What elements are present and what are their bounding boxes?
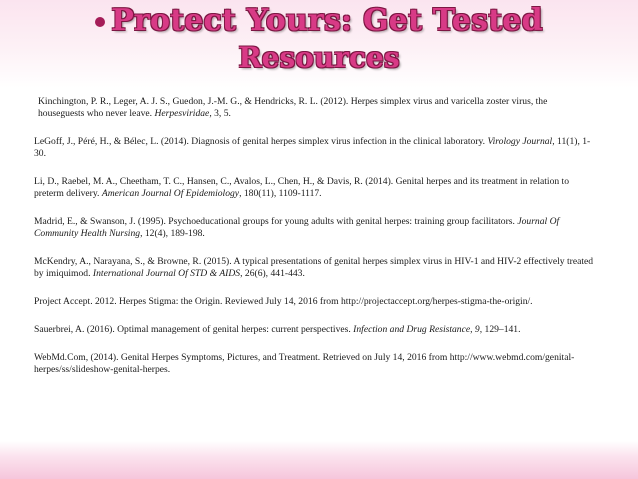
reference-list bbox=[34, 96, 596, 392]
reference-item: Kinchington, P. R., Leger, A. J. S., Guedon, J.-M. G., & Hendricks, R. L. (2012). Herpes simplex virus and varicella zoster virus, the houseguests who never leave. Herpesviridae, 3, 5. bbox=[38, 96, 548, 120]
reference-item: Project Accept. 2012. Herpes Stigma: the Origin. Reviewed July 14, 2016 from http://projectaccept.org/herpes-stigma-the-origin/. bbox=[34, 296, 533, 307]
reference-item: Madrid, E., & Swanson, J. (1995). Psychoeducational groups for young adults with genital herpes: training group facilitators. Journal Of Community Health Nursing, 12(4), 189-198. bbox=[34, 216, 560, 240]
slide-title: Protect Yours: Get Tested bbox=[111, 2, 543, 38]
reference-item: McKendry, A., Narayana, S., & Browne, R. (2015). A typical presentations of genital herpes simplex virus in HIV-1 and HIV-2 effectively treated by imiquimod. International Journal Of STD & AIDS, 26(6), 441-443. bbox=[34, 256, 594, 280]
slide-subtitle: Resources bbox=[238, 41, 400, 74]
footer-background bbox=[0, 441, 638, 479]
title-row bbox=[0, 0, 638, 40]
reference-item: LeGoff, J., Péré, H., & Bélec, L. (2014). Diagnosis of genital herpes simplex virus infection in the clinical laboratory. Virology Journal, 11(1), 1-30. bbox=[34, 136, 591, 160]
bullet-icon bbox=[95, 17, 105, 27]
reference-item: Sauerbrei, A. (2016). Optimal management of genital herpes: current perspectives. Infection and Drug Resistance, 9, 129–141. bbox=[34, 323, 521, 335]
reference-item: Li, D., Raebel, M. A., Cheetham, T. C., Hansen, C., Avalos, L., Chen, H., & Davis, R. (2014). Genital herpes and its treatment in relation to preterm delivery. American Journal Of Epidemiology, 180(11), 1109-1117. bbox=[34, 176, 570, 200]
reference-item: WebMd.Com, (2014). Genital Herpes Symptoms, Pictures, and Treatment. Retrieved on July 14, 2016 from http://www.webmd.com/genital-herpes/ss/slideshow-genital-herpes. bbox=[34, 351, 575, 375]
